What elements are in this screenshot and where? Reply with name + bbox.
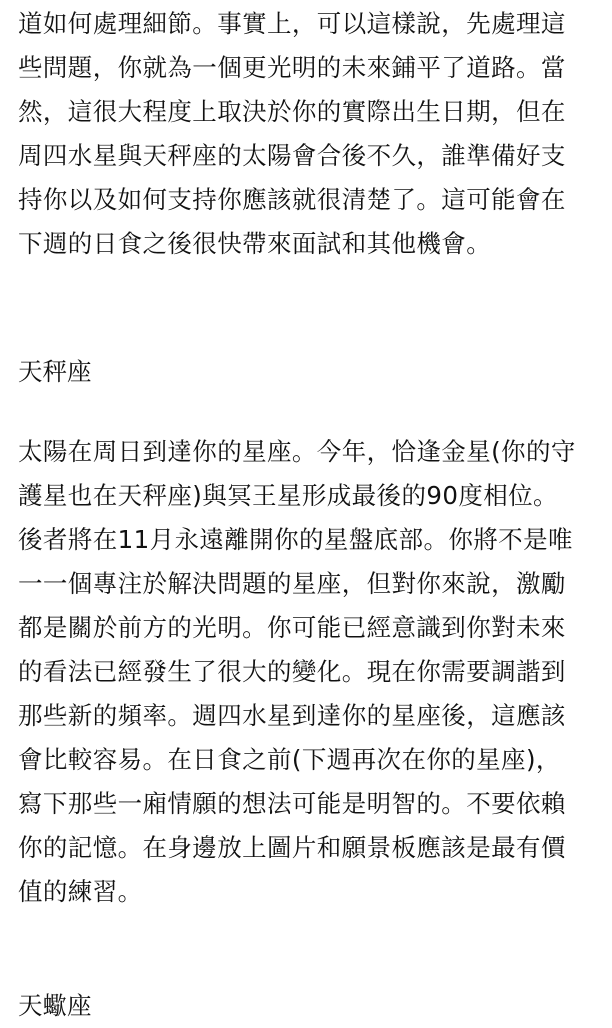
section-heading-scorpio: 天蠍座 (18, 991, 92, 1020)
paragraph-line: 持你以及如何支持你應該就很清楚了。這可能會在 (18, 185, 566, 214)
paragraph-line: 那些新的頻率。週四水星到達你的星座後，這應該 (18, 701, 566, 730)
paragraph-line: 值的練習。 (18, 877, 143, 906)
paragraph-line: 都是關於前方的光明。你可能已經意識到你對未來 (18, 613, 566, 642)
paragraph-line: 會比較容易。在日食之前(下週再次在你的星座)， (18, 745, 561, 774)
paragraph-line: 太陽在周日到達你的星座。今年，恰逢金星(你的守 (18, 437, 576, 466)
paragraph-line: 道如何處理細節。事實上，可以這樣說，先處理這 (18, 9, 566, 38)
paragraph-line: 的看法已經發生了很大的變化。現在你需要調諧到 (18, 657, 566, 686)
paragraph-line: 然，這很大程度上取決於你的實際出生日期，但在 (18, 97, 566, 126)
article-body (18, 0, 602, 1020)
paragraph-line: 周四水星與天秤座的太陽會合後不久，誰準備好支 (18, 141, 566, 170)
section-heading-libra: 天秤座 (18, 357, 92, 386)
paragraph-line: 護星也在天秤座)與冥王星形成最後的90度相位。 (18, 481, 558, 510)
paragraph-line: 寫下那些一廂情願的想法可能是明智的。不要依賴 (18, 789, 566, 818)
intro-paragraph (18, 2, 602, 266)
paragraph-line: 下週的日食之後很快帶來面試和其他機會。 (18, 229, 492, 258)
paragraph-line: 些問題，你就為一個更光明的未來鋪平了道路。當 (18, 53, 566, 82)
paragraph-line: 一一個專注於解決問題的星座，但對你來說，激勵 (18, 569, 566, 598)
paragraph-line: 你的記憶。在身邊放上圖片和願景板應該是最有價 (18, 833, 566, 862)
libra-paragraph (18, 430, 576, 914)
paragraph-line: 後者將在11月永遠離開你的星盤底部。你將不是唯 (18, 525, 573, 554)
